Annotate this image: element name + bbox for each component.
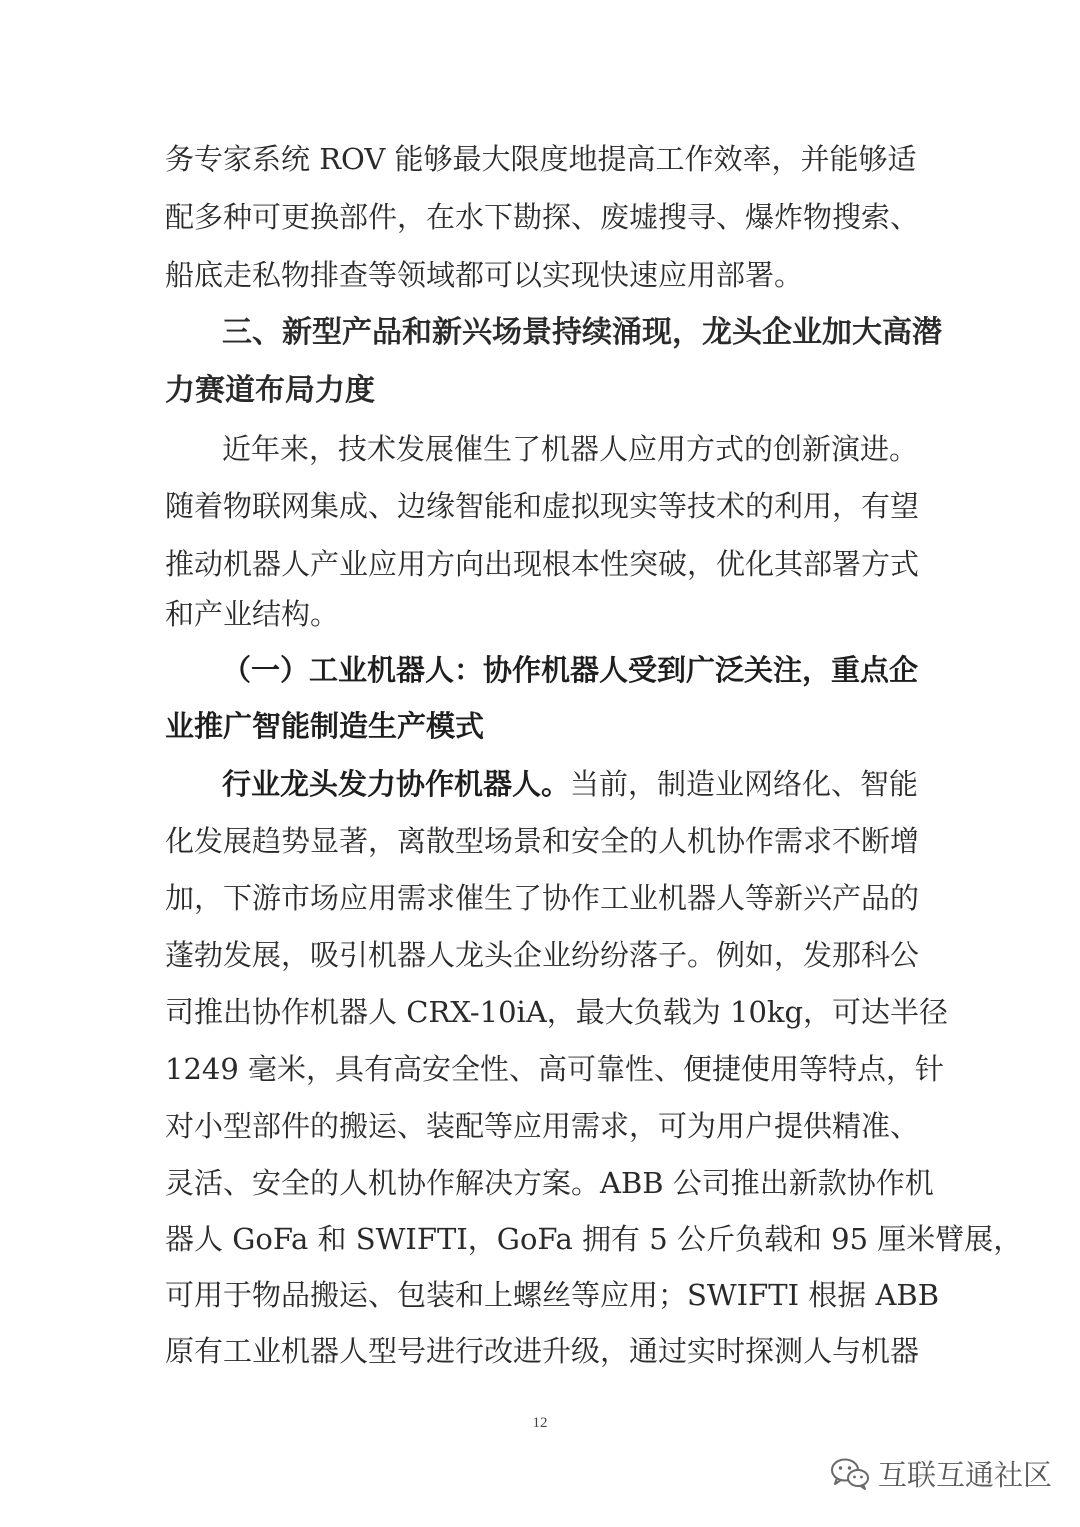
body-text-line: 1249 毫米，具有高安全性、高可靠性、便捷使用等特点，针 — [165, 1052, 945, 1086]
body-text-line: 化发展趋势显著，离散型场景和安全的人机协作需求不断增 — [165, 824, 920, 858]
body-text-line — [222, 755, 919, 813]
body-text-line: 和产业结构。 — [165, 597, 340, 631]
body-text-line: 灵活、安全的人机协作解决方案。ABB 公司推出新款协作机 — [165, 1166, 934, 1200]
watermark — [830, 1453, 1052, 1494]
body-text-line: 随着物联网集成、边缘智能和虚拟现实等技术的利用，有望 — [165, 489, 920, 523]
section-heading: 三、新型产品和新兴场景持续涌现，龙头企业加大高潜 — [222, 315, 942, 350]
body-text-line: 器人 GoFa 和 SWIFTI，GoFa 拥有 5 公斤负载和 95 厘米臂展， — [165, 1222, 1023, 1256]
body-text-line: 蓬勃发展，吸引机器人龙头企业纷纷落子。例如，发那科公 — [165, 938, 920, 972]
subsection-heading: （一）工业机器人：协作机器人受到广泛关注，重点企 — [222, 653, 919, 687]
subsection-heading: 业推广智能制造生产模式 — [165, 709, 485, 743]
section-heading: 力赛道布局力度 — [165, 373, 375, 408]
paragraph-lead: 行业龙头发力协作机器人。 — [222, 767, 571, 801]
body-text-line: 司推出协作机器人 CRX-10iA，最大负载为 10kg，可达半径 — [165, 995, 949, 1029]
body-text-line: 原有工业机器人型号进行改进升级，通过实时探测人与机器 — [165, 1334, 920, 1368]
body-text-line: 对小型部件的搬运、装配等应用需求，可为用户提供精准、 — [165, 1109, 920, 1143]
body-text-line: 配多种可更换部件，在水下勘探、废墟搜寻、爆炸物搜索、 — [165, 200, 920, 234]
wechat-icon — [830, 1457, 870, 1491]
page-number: 12 — [532, 1415, 548, 1431]
body-text-line: 务专家系统 ROV 能够最大限度地提高工作效率，并能够适 — [165, 142, 917, 176]
body-text-line: 近年来，技术发展催生了机器人应用方式的创新演进。 — [222, 432, 919, 466]
body-text-line: 可用于物品搬运、包装和上螺丝等应用；SWIFTI 根据 ABB — [165, 1278, 940, 1312]
body-text-fragment: 当前，制造业网络化、智能 — [570, 767, 919, 801]
body-text-line: 加，下游市场应用需求催生了协作工业机器人等新兴产品的 — [165, 881, 920, 915]
body-text-line: 推动机器人产业应用方向出现根本性突破，优化其部署方式 — [165, 547, 920, 581]
watermark-label: 互联互通社区 — [878, 1458, 1053, 1492]
body-text-line: 船底走私物排查等领域都可以实现快速应用部署。 — [165, 258, 804, 292]
